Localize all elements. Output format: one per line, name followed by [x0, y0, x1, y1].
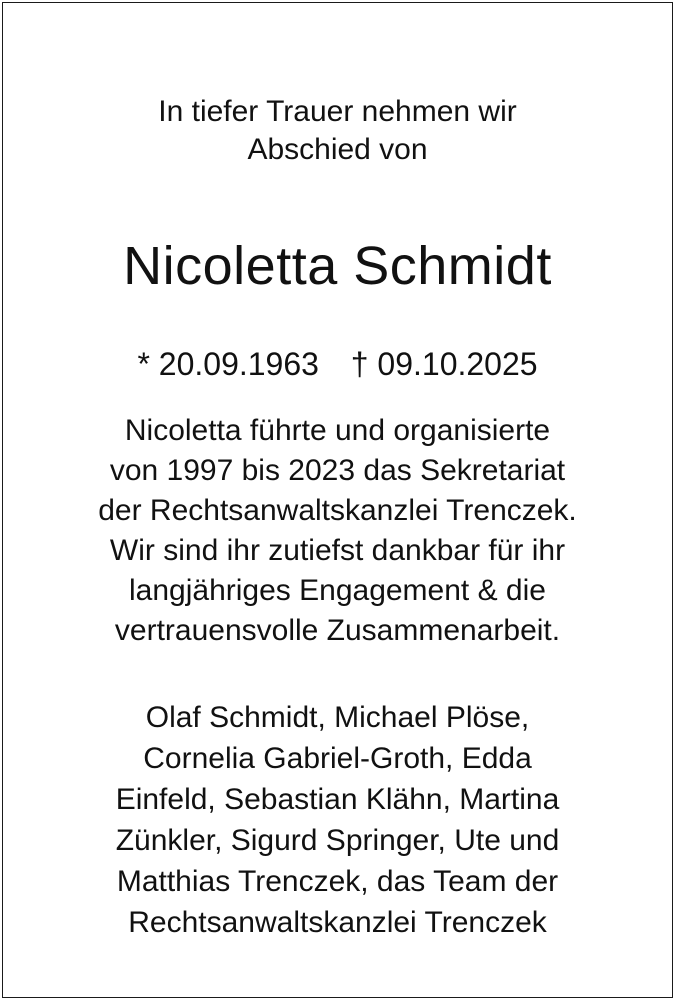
intro-line: In tiefer Trauer nehmen wir [158, 95, 517, 128]
obituary-notice [2, 2, 673, 998]
birth-date: 20.09.1963 [158, 346, 319, 382]
intro-line: Abschied von [247, 133, 428, 166]
signer-line: Olaf Schmidt, Michael Plöse, [145, 701, 530, 734]
tribute-line: Nicoletta führte und organisierte [124, 414, 551, 447]
birth-symbol: * [137, 346, 150, 382]
signer-line: Zünkler, Sigurd Springer, Ute und [115, 824, 560, 857]
life-dates [3, 343, 672, 385]
tribute-text [3, 411, 672, 651]
death-date: 09.10.2025 [377, 346, 538, 382]
signer-line: Rechtsanwaltskanzlei Trenczek [128, 906, 547, 939]
tribute-line: der Rechtsanwaltskanzlei Trenczek. [98, 494, 577, 527]
deceased-name: Nicoletta Schmidt [123, 236, 552, 296]
tribute-line: von 1997 bis 2023 das Sekretariat [109, 454, 566, 487]
tribute-line: Wir sind ihr zutiefst dankbar für ihr [109, 534, 566, 567]
signer-line: Einfeld, Sebastian Klähn, Martina [115, 783, 560, 816]
tribute-line: langjähriges Engagement & die [129, 574, 546, 607]
signers-list [3, 697, 672, 943]
signer-line: Cornelia Gabriel-Groth, Edda [143, 742, 532, 775]
death-symbol: † [350, 346, 369, 382]
intro-text [3, 93, 672, 169]
signer-line: Matthias Trenczek, das Team der [116, 865, 559, 898]
tribute-line: vertrauensvolle Zusammenarbeit. [114, 614, 561, 647]
